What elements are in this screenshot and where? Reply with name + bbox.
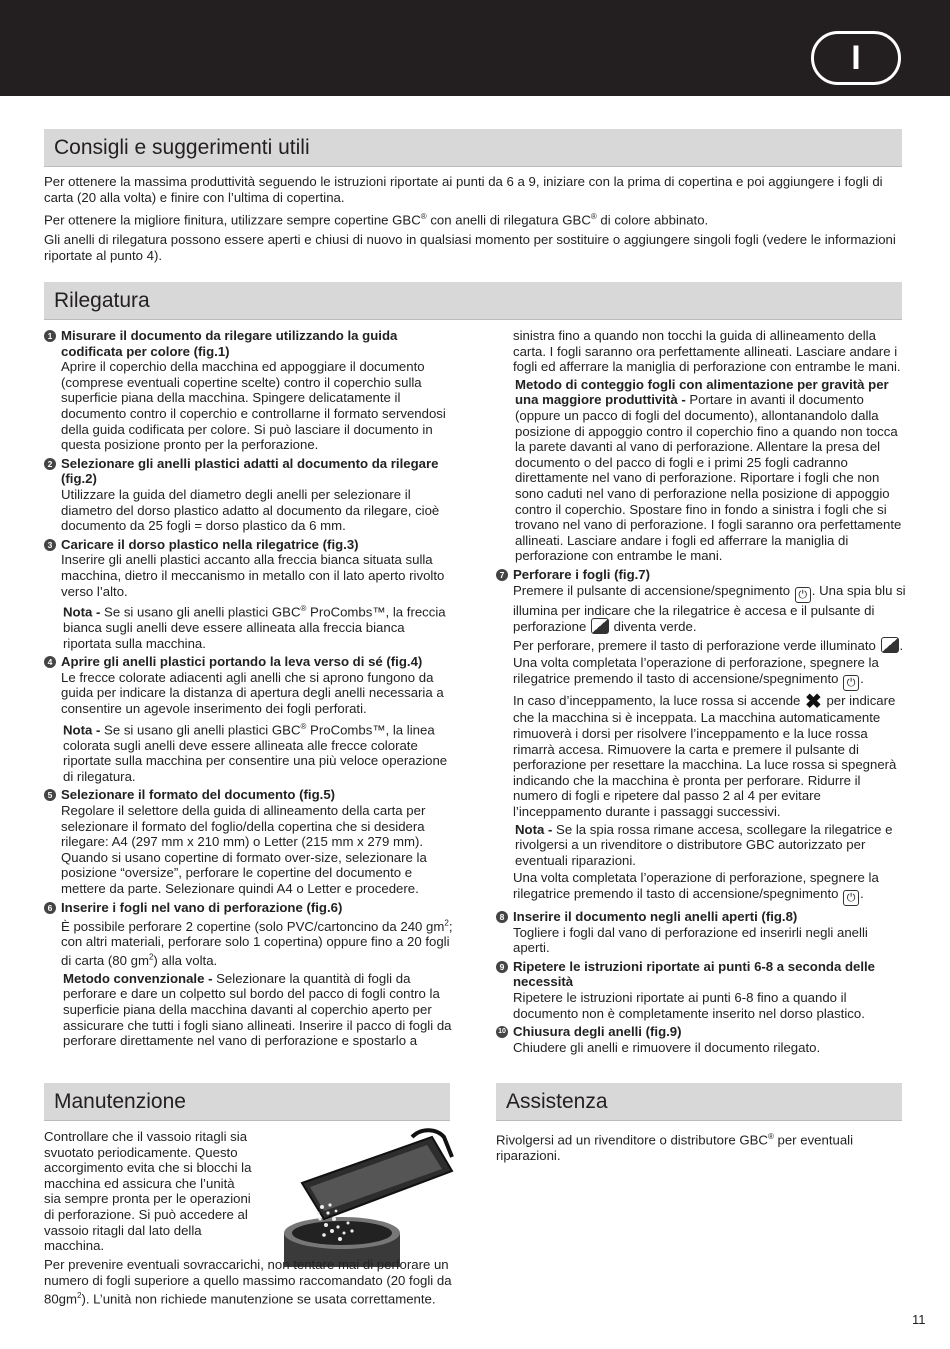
step-1: [44, 328, 454, 453]
step-number: 5: [44, 789, 56, 801]
step-text: Utilizzare la guida del diametro degli anelli per selezionare il diametro del dorso plastico adatto al documento da rilegare, cioè documento da 25 fogli = dorso plastico da 6 mm.: [61, 486, 440, 534]
step-title: Selezionare gli anelli plastici adatti al documento da rilegare (fig.2): [61, 455, 439, 487]
step-9: [496, 959, 906, 1021]
binding-column-right: [496, 328, 906, 1058]
step-6: [44, 900, 454, 1049]
step-title: Caricare il dorso plastico nella rilegatrice (fig.3): [61, 536, 359, 552]
scrap-tray-illustration: [262, 1127, 454, 1267]
maintenance-paragraph-2: Per prevenire eventuali sovraccarichi, non tentare mai di perforare un numero di fogli superiore a quello massimo raccomandato (20 fogli da $80gm^2$). L’unità non richiede manutenzione se usata correttamente.: [44, 1257, 452, 1307]
step-text: Togliere i fogli dal vano di perforazione ed inserirli negli anelli aperti.: [513, 924, 868, 956]
step-text: sinistra fino a quando non tocchi la guida di allineamento della carta. I fogli saranno ora perfettamente allineati. Lasciare andare i fogli ed afferrare la maniglia di perforazione con entrambe le mani.: [513, 328, 901, 375]
step-title: Misurare il documento da rilegare utilizzando la guida codificata per colore (fig.1): [61, 328, 398, 359]
step-title: Chiusura degli anelli (fig.9): [513, 1024, 682, 1040]
header-bar: [0, 0, 950, 96]
step-text: È possibile perforare 2 copertine (solo PVC/cartoncino da 240 $gm^2$; con altri materiali, perforare solo 1 copertina) oppure fino a 20 fogli di carta (80 $gm^2$) alla volta.: [61, 918, 453, 969]
tips-paragraph-3: Gli anelli di rilegatura possono essere aperti e chiusi di nuovo in qualsiasi momento per sostituire o aggiungere singoli fogli (vedere le informazioni riportate al punto 4).: [44, 232, 896, 263]
step-4: [44, 654, 454, 784]
tips-paragraph-1: Per ottenere la massima produttività seguendo le istruzioni riportate ai punti da 6 a 9, iniziare con la prima di copertina e poi aggiungere i fogli di carta (20 alla volta) e finire con l’ultima di copertina.: [44, 174, 883, 205]
power-icon: ⏻: [795, 587, 811, 603]
step-number: 4: [44, 656, 56, 668]
tips-title: Consigli e suggerimenti utili: [44, 129, 902, 167]
step-text: Una volta completata l’operazione di perforazione, spegnere la rilegatrice premendo il tasto di accensione/spegnimento ⏻ .: [513, 655, 879, 689]
tips-text: [44, 174, 906, 267]
step-note: Nota - Se si usano gli anelli plastici GBC® ProCombs™, la linea colorata sugli anelli deve essere allineata alle frecce colorate riportate sulla macchina per consentire una più veloce operazione di rilegatura.: [63, 721, 448, 784]
step-title: Aprire gli anelli plastici portando la leva verso di sé (fig.4): [61, 654, 423, 670]
step-5: [44, 787, 454, 896]
step-number: 9: [496, 961, 508, 973]
power-icon: ⏻: [843, 890, 859, 906]
step-method: Metodo di conteggio fogli con alimentazione per gravità per una maggiore produttività - Portare in avanti il documento (oppure un pacco di fogli del documento), allontanandolo dalla posizione di appoggio contro il coperchio fino a quando non tocca la parete davanti al vano di perforazione. Allentare la presa del documento o del pacco di fogli e i primi 25 fogli cadranno direttamente nel vano di perforazione. Riportare i fogli che non sono caduti nel vano di perforazione nella posizione di appoggio contro il coperchio. Spostare fino in fondo a sinistra i fogli che si trovano nel vano di perforazione. I fogli saranno ora perfettamente allineati. Lasciare andare i fogli ed afferrare la maniglia di perforazione con entrambe le mani.: [515, 376, 902, 564]
jam-x-icon: ✖: [805, 690, 822, 713]
assistance-title: Assistenza: [496, 1083, 902, 1121]
step-text: Premere il pulsante di accensione/spegnimento ⏻ . Una spia blu si illumina per indicare che la rilegatrice è accesa e il pulsante di perforazione diventa verde.: [513, 582, 906, 635]
step-number: 7: [496, 569, 508, 581]
step-2: [44, 456, 454, 534]
page-number: 11: [912, 1312, 926, 1327]
step-title: Selezionare il formato del documento (fig.5): [61, 787, 336, 803]
step-text: Per perforare, premere il tasto di perforazione verde illuminato .: [513, 637, 904, 653]
step-text: Aprire il coperchio della macchina ed appoggiare il documento (comprese eventuali copertine scelte) contro il coperchio sulla superficie piana della macchina. Spingere delicatamente il documento contro il coperchio e controllarne il formato servendosi della guida codificata per colore. Si può lasciare il documento in questa posizione pronto per la perforazione.: [61, 359, 446, 453]
step-text: Una volta completata l’operazione di perforazione, spegnere la rilegatrice premendo il tasto di accensione/spegnimento ⏻ .: [513, 870, 879, 904]
assistance-paragraph: Rivolgersi ad un rivenditore o distributore GBC® per eventuali riparazioni.: [496, 1132, 854, 1163]
step-number: 8: [496, 911, 508, 923]
step-note: Nota - Se la spia rossa rimane accesa, scollegare la rilegatrice e rivolgersi a un rivenditore o distributore GBC autorizzato per eventuali riparazioni.: [515, 821, 893, 868]
step-number: 1: [44, 330, 56, 342]
maintenance-title: Manutenzione: [44, 1083, 450, 1121]
step-title: Ripetere le istruzioni riportate ai punti 6-8 a seconda delle necessità: [513, 958, 876, 990]
tips-paragraph-2: Per ottenere la migliore finitura, utilizzare sempre copertine GBC® con anelli di rilegatura GBC® di colore abbinato.: [44, 212, 709, 228]
step-text: Ripetere le istruzioni riportate ai punti 6-8 fino a quando il documento non è completamente inserito nel dorso plastico.: [513, 989, 865, 1021]
step-8: [496, 909, 906, 956]
step-title: Inserire il documento negli anelli aperti (fig.8): [513, 909, 798, 924]
step-title: Inserire i fogli nel vano di perforazione (fig.6): [61, 899, 343, 915]
power-icon: ⏻: [843, 675, 859, 691]
step-number: 3: [44, 539, 56, 551]
punch-icon: [591, 618, 609, 634]
step-method: Metodo convenzionale - Selezionare la quantità di fogli da perforare e dare un colpetto sul bordo del pacco di fogli contro la superficie piana della macchina davanti al coperchio aperto per assicurare che tutti i fogli siano allineati. Inserire il pacco di fogli da perforare direttamente nel vano di perforazione e spostarlo a: [63, 970, 452, 1049]
binding-column-left: [44, 328, 454, 1052]
step-7: [496, 567, 906, 906]
step-10: [496, 1024, 906, 1055]
step-text: Chiudere gli anelli e rimuovere il documento rilegato.: [513, 1039, 821, 1055]
step-text: Inserire gli anelli plastici accanto alla freccia bianca situata sulla macchina, dietro il meccanismo in metallo con il lato aperto rivolto verso l’alto.: [61, 552, 445, 599]
step-title: Perforare i fogli (fig.7): [513, 566, 651, 582]
punch-icon: [881, 637, 899, 653]
step-text: In caso d’inceppamento, la luce rossa si accende ✖ per indicare che la macchina si è inceppata. La macchina automaticamente rimuoverà i dorsi per risolvere l’inceppamento e la luce rossa rimarrà accesa. Rimuovere la carta e premere il pulsante di perforazione per resettare la macchina. La luce rossa si spegnerà indicando che la macchina è pronta per perforare. Ridurre il numero di fogli e ripetere dal passo 2 al 4 per evitare l’inceppamento durante i passaggi successivi.: [513, 690, 897, 820]
language-badge: I: [811, 31, 901, 85]
step-6-continued: [496, 328, 906, 564]
step-3: [44, 537, 454, 652]
step-number: 2: [44, 458, 56, 470]
step-text: Regolare il selettore della guida di allineamento della carta per selezionare il formato del foglio/della copertina che si desidera rilegare: A4 (297 mm x 210 mm) o Letter (215 mm x 279 mm). Quando si usano copertine di formato over-size, selezionare la posizione “oversize”, perforare le copertine del documento e mettere da parte. Selezionare quindi A4 o Letter e procedere.: [61, 803, 427, 896]
maintenance-paragraph-1: Controllare che il vassoio ritagli sia svuotato periodicamente. Questo accorgimento evita che si blocchi la macchina ed assicura che l’unità sia sempre pronta per le operazioni di perforazione. Si può accedere al vassoio ritagli dal lato della macchina.: [44, 1129, 252, 1254]
step-text: Le frecce colorate adiacenti agli anelli che si aprono fungono da guida per indicare la distanza di apertura degli anelli necessaria a consentire un agevole inserimento dei fogli perforati.: [61, 669, 444, 717]
step-number: 6: [44, 902, 56, 914]
step-number: 10: [496, 1026, 508, 1038]
binding-title: Rilegatura: [44, 282, 902, 320]
step-note: Nota - Se si usano gli anelli plastici GBC® ProCombs™, la freccia bianca sugli anelli deve essere allineata alla freccia bianca riportata sulla macchina.: [63, 604, 446, 651]
